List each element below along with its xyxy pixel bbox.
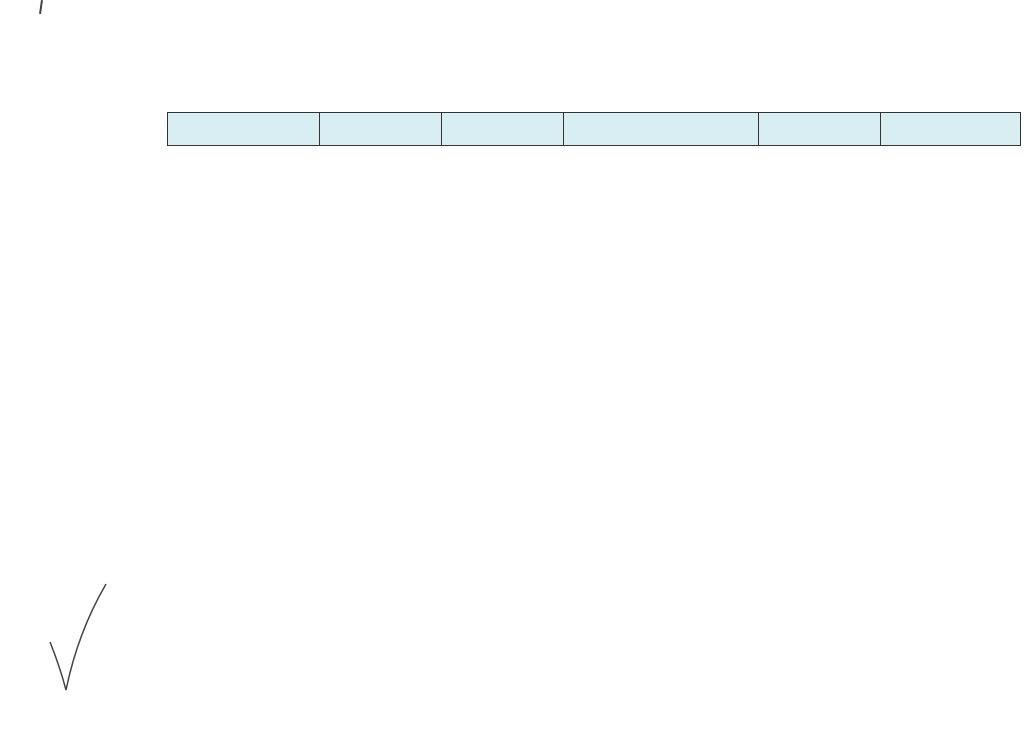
header-stored-on [881,113,1021,146]
pen-stroke-mark [39,0,43,14]
foley-log-table [167,112,1021,608]
header-action [168,113,320,146]
header-timecode-stop [442,113,564,146]
header-saved-as [759,113,881,146]
header-location [564,113,759,146]
header-timecode-start [320,113,442,146]
tick-mark-icon [48,582,108,692]
table-header-row [168,113,1021,146]
